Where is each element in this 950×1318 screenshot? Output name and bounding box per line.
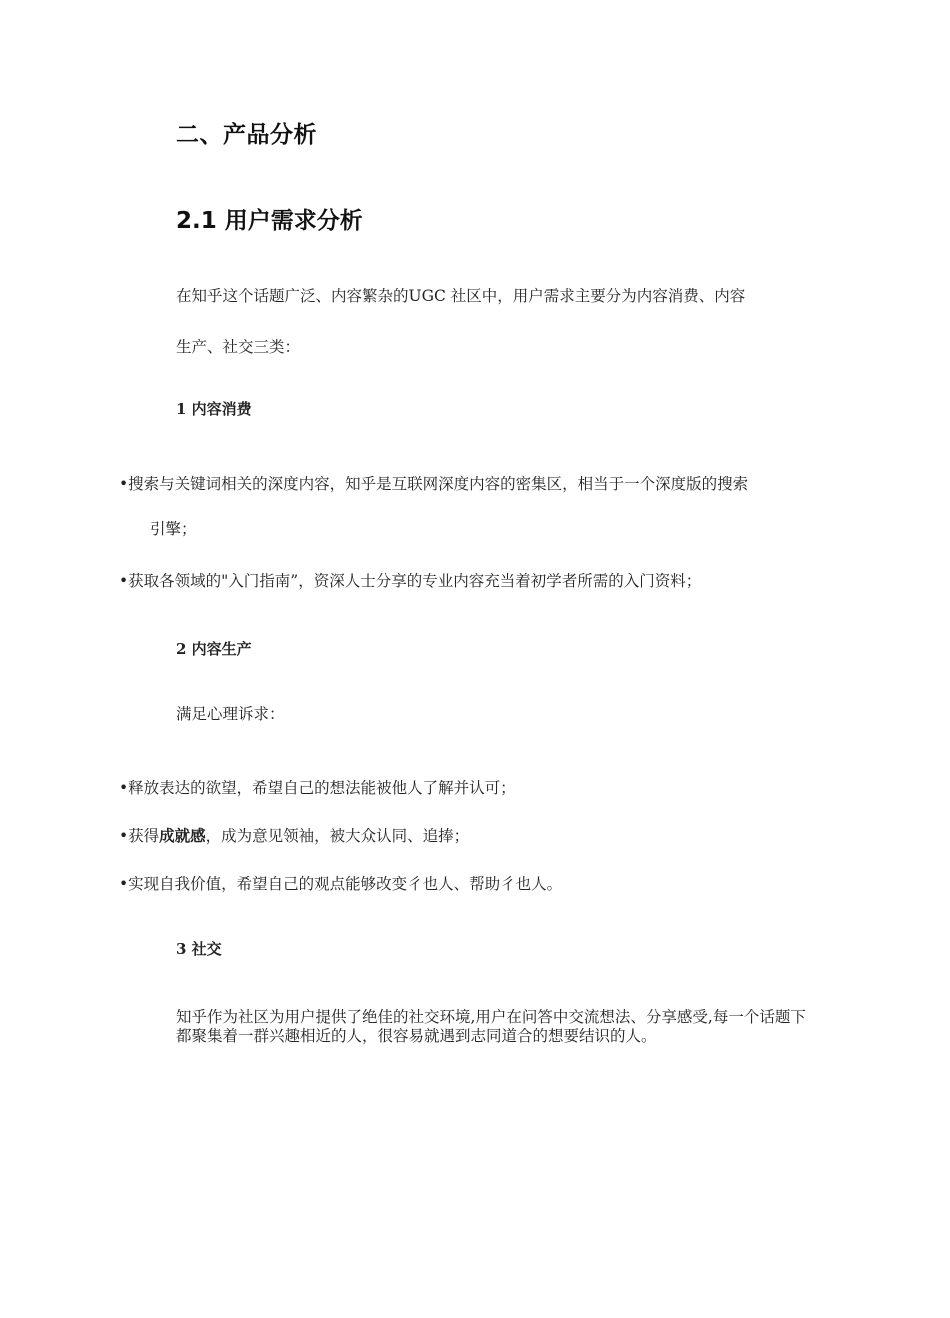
intro-paragraph-line-2: 生产、社交三类：	[176, 338, 301, 356]
production-bullet-3: •实现自我价值，希望自己的观点能够改变彳也人、帮助彳也人。	[119, 875, 563, 893]
consumption-bullet-1-line-2: 引擎；	[150, 520, 197, 538]
production-lead: 满足心理诉求：	[176, 705, 285, 723]
production-bullet-2-emphasis: 成就感	[159, 826, 206, 845]
section-title: 2.1 用户需求分析	[176, 208, 363, 234]
production-bullet-1: •释放表达的欲望，希望自己的想法能被他人了解并认可；	[119, 779, 516, 797]
production-bullet-2-prefix: •获得	[119, 827, 160, 845]
social-paragraph: 知乎作为社区为用户提供了绝佳的社交环境,用户在问答中交流想法、分享感受,每一个话题下都聚集着一群兴趣相近的人，很容易就遇到志同道合的想要结识的人。	[176, 1008, 806, 1045]
consumption-bullet-1-line-1: •搜索与关键词相关的深度内容，知乎是互联网深度内容的密集区，相当于一个深度版的搜索	[119, 475, 749, 493]
chapter-title: 二、产品分析	[176, 122, 317, 148]
consumption-bullet-2: •获取各领域的"入门指南”，资深人士分享的专业内容充当着初学者所需的入门资料；	[119, 572, 702, 590]
production-bullet-2	[119, 824, 469, 846]
production-heading: 2 内容生产	[176, 640, 252, 658]
social-heading: 3 社交	[176, 940, 222, 958]
production-bullet-2-suffix: ，成为意见领袖，被大众认同、追捧；	[205, 827, 470, 845]
consumption-heading: 1 内容消费	[176, 400, 252, 418]
intro-paragraph-line-1: 在知乎这个话题广泛、内容繁杂的UGC 社区中，用户需求主要分为内容消费、内容	[176, 287, 746, 305]
